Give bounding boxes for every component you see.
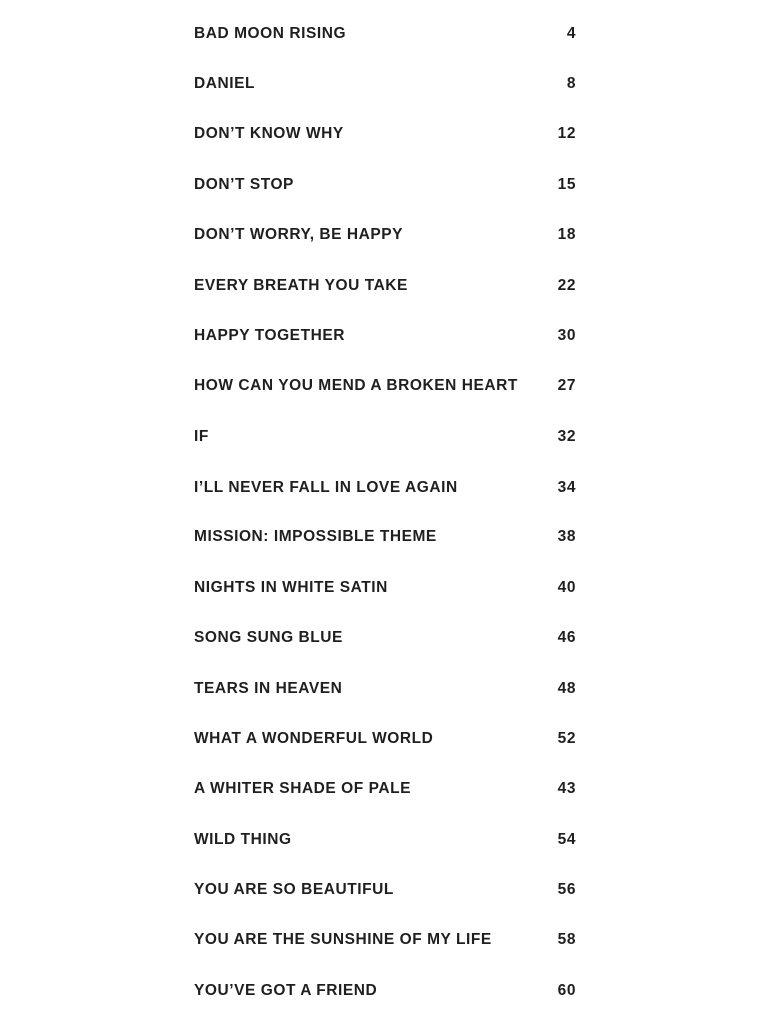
toc-entry <box>194 979 576 1003</box>
page-number: 34 <box>557 479 576 496</box>
page-number: 30 <box>557 327 576 344</box>
song-title: I’LL NEVER FALL IN LOVE AGAIN <box>194 479 458 496</box>
page-number: 43 <box>557 780 576 797</box>
page-number: 15 <box>557 176 576 193</box>
page-number: 4 <box>566 25 576 42</box>
song-title: DON’T KNOW WHY <box>194 125 344 142</box>
toc-entry <box>194 72 576 96</box>
song-title: DON’T STOP <box>194 176 294 193</box>
toc-entry <box>194 122 576 146</box>
toc-entry <box>194 476 576 500</box>
toc-entry <box>194 22 576 46</box>
toc-entry <box>194 223 576 247</box>
page-number: 40 <box>557 579 576 596</box>
page-number: 60 <box>557 982 576 999</box>
page-number: 48 <box>557 680 576 697</box>
song-title: EVERY BREATH YOU TAKE <box>194 277 408 294</box>
song-title: SONG SUNG BLUE <box>194 629 343 646</box>
page-number: 56 <box>557 881 576 898</box>
page-number: 12 <box>557 125 576 142</box>
toc-entry <box>194 374 576 398</box>
page-number: 46 <box>557 629 576 646</box>
song-title: WHAT A WONDERFUL WORLD <box>194 730 434 747</box>
page-number: 22 <box>557 277 576 294</box>
toc-entry <box>194 324 576 348</box>
song-title: MISSION: IMPOSSIBLE THEME <box>194 528 437 545</box>
song-title: DON’T WORRY, BE HAPPY <box>194 226 404 243</box>
song-title: TEARS IN HEAVEN <box>194 680 343 697</box>
toc-entry <box>194 626 576 650</box>
song-title: YOU’VE GOT A FRIEND <box>194 982 378 999</box>
song-title: IF <box>194 428 209 445</box>
page-number: 32 <box>557 428 576 445</box>
song-title: HAPPY TOGETHER <box>194 327 345 344</box>
song-title: HOW CAN YOU MEND A BROKEN HEART <box>194 377 518 394</box>
toc-entry <box>194 878 576 902</box>
song-title: NIGHTS IN WHITE SATIN <box>194 579 388 596</box>
song-title: YOU ARE SO BEAUTIFUL <box>194 881 394 898</box>
song-title: WILD THING <box>194 831 292 848</box>
toc-entry <box>194 928 576 952</box>
toc-entry <box>194 173 576 197</box>
toc-entry <box>194 677 576 701</box>
toc-entry <box>194 727 576 751</box>
page-number: 27 <box>557 377 576 394</box>
toc-entry <box>194 828 576 852</box>
song-title: A WHITER SHADE OF PALE <box>194 780 412 797</box>
toc-entry <box>194 777 576 801</box>
page-number: 58 <box>557 931 576 948</box>
page-number: 18 <box>557 226 576 243</box>
toc-entry <box>194 425 576 449</box>
page-number: 8 <box>566 75 576 92</box>
page-number: 38 <box>557 528 576 545</box>
toc-entry <box>194 274 576 298</box>
song-title: YOU ARE THE SUNSHINE OF MY LIFE <box>194 931 492 948</box>
toc-entry <box>194 576 576 600</box>
song-title: BAD MOON RISING <box>194 25 347 42</box>
page-number: 52 <box>557 730 576 747</box>
song-title: DANIEL <box>194 75 255 92</box>
toc-entry <box>194 525 576 549</box>
page-number: 54 <box>557 831 576 848</box>
